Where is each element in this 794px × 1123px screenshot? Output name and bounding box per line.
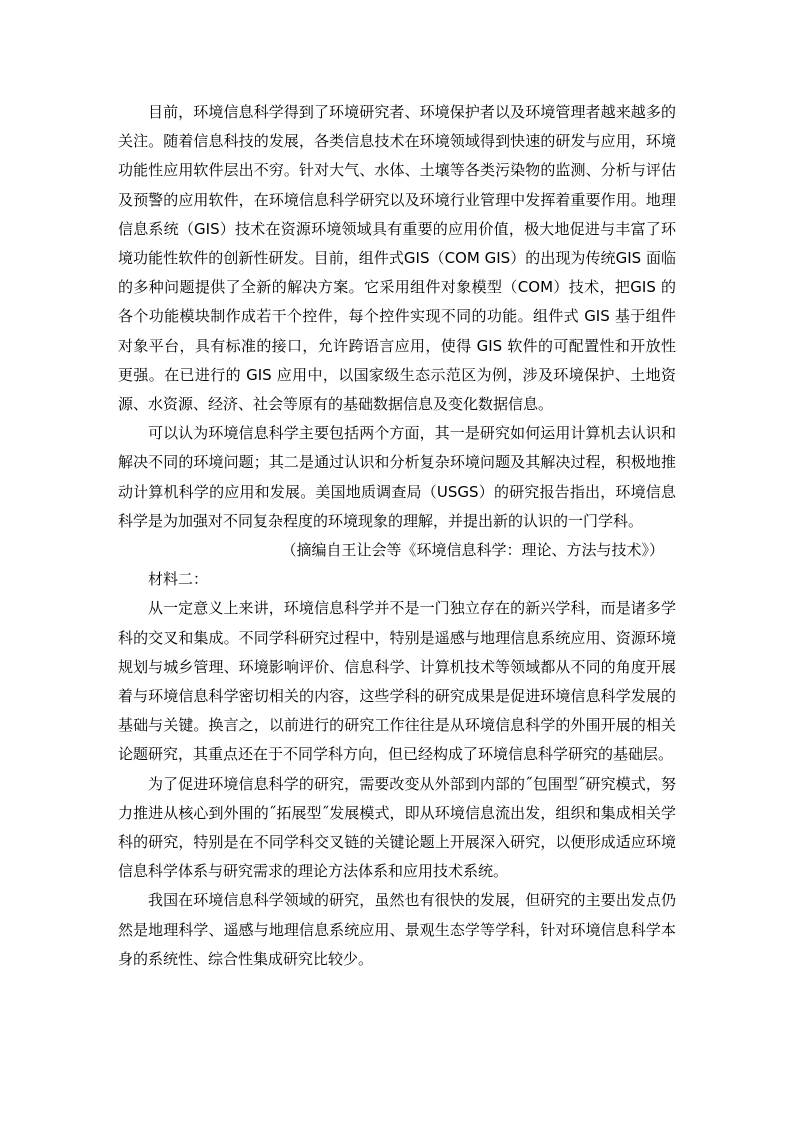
material1-source-citation: （摘编自王让会等《环境信息科学：理论、方法与技术》） bbox=[281, 541, 664, 560]
document-page bbox=[118, 98, 676, 974]
material1-paragraph-2: 可以认为环境信息科学主要包括两个方面，其一是研究如何运用计算机去认识和解决不同的环境问题；其二是通过认识和分析复杂环境问题及其解决过程，积极地推动计算机科学的应用和发展。美国地质调查局（USGS）的研究报告指出，环境信息科学是为加强对不同复杂程度的环境现象的理解，并提出新的认识的一门学科。 bbox=[118, 424, 676, 530]
material2-paragraph-2: 为了促进环境信息科学的研究，需要改变从外部到内部的˝包围型˝研究模式，努力推进从核心到外围的˝拓展型˝发展模式，即从环境信息流出发，组织和集成相关学科的研究，特别是在不同学科交叉链的关键论题上开展深入研究，以便形成适应环境信息科学体系与研究需求的理论方法体系和应用技术系统。 bbox=[118, 774, 676, 881]
material2-paragraph-3: 我国在环境信息科学领域的研究，虽然也有很快的发展，但研究的主要出发点仍然是地理科学、遥感与地理信息系统应用、景观生态学等学科，针对环境信息科学本身的系统性、综合性集成研究比较少。 bbox=[118, 891, 676, 968]
material2-paragraph-1: 从一定意义上来讲，环境信息科学并不是一门独立存在的新兴学科，而是诸多学科的交叉和集成。不同学科研究过程中，特别是遥感与地理信息系统应用、资源环境规划与城乡管理、环境影响评价、信息科学、计算机技术等领域都从不同的角度开展着与环境信息科学密切相关的内容，这些学科的研究成果是促进环境信息科学发展的基础与关键。换言之，以前进行的研究工作往往是从环境信息科学的外围开展的相关论题研究，其重点还在于不同学科方向，但已经构成了环境信息科学研究的基础层。 bbox=[118, 599, 676, 764]
material2-heading: 材料二： bbox=[148, 570, 209, 589]
material1-paragraph-1: 目前，环境信息科学得到了环境研究者、环境保护者以及环境管理者越来越多的关注。随着信息科技的发展，各类信息技术在环境领域得到快速的研发与应用，环境功能性应用软件层出不穷。针对大气、水体、土壤等各类污染物的监测、分析与评估及预警的应用软件，在环境信息科学研究以及环境行业管理中发挥着重要作用。地理信息系统（GIS）技术在资源环境领域具有重要的应用价值，极大地促进与丰富了环境功能性软件的创新性研发。目前，组件式GIS（COM GIS）的出现为传统GIS 面临的多种问题提供了全新的解决方案。它采用组件对象模型（COM）技术，把GIS 的各个功能模块制作成若干个控件，每个控件实现不同的功能。组件式 GIS 基于组件对象平台，具有标准的接口，允许跨语言应用，使得 GIS 软件的可配置性和开放性更强。在已进行的 GIS 应用中，以国家级生态示范区为例，涉及环境保护、土地资源、水资源、经济、社会等原有的基础数据信息及变化数据信息。 bbox=[118, 103, 676, 414]
